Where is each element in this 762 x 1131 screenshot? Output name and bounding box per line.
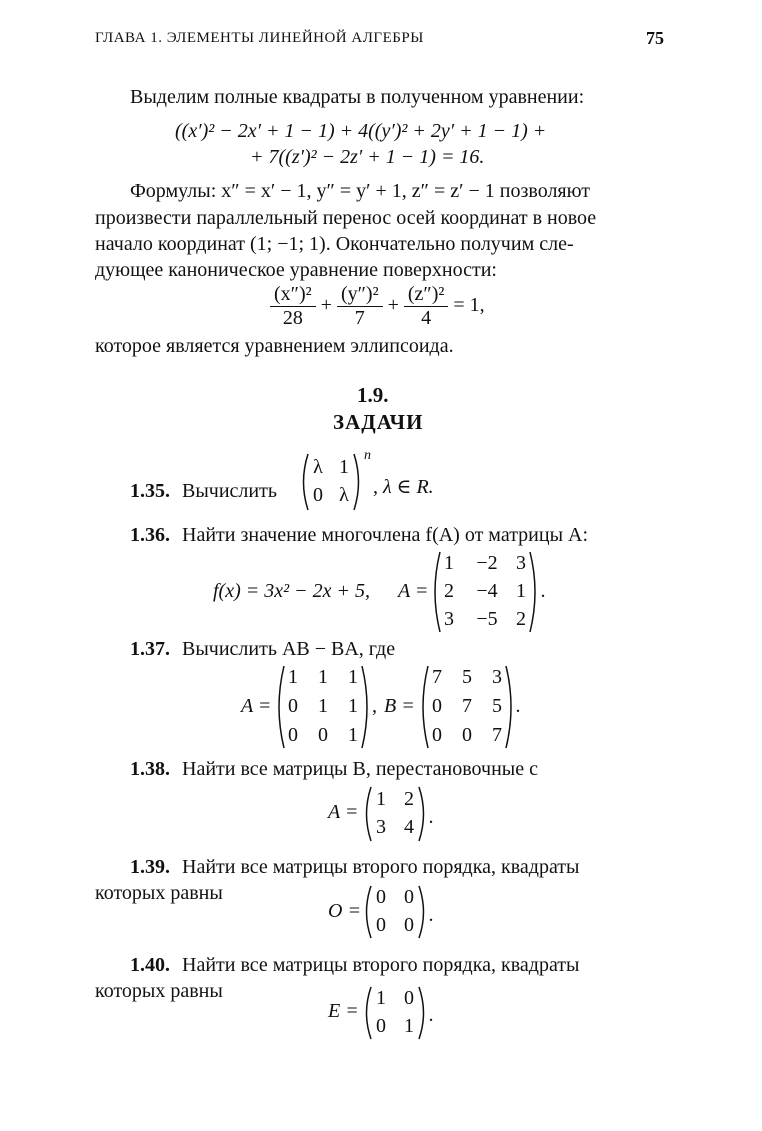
problem-number: 1.38. <box>130 758 170 780</box>
canonical-equation: $\frac{\text{(x″)²}}{28}$ + $\frac{\text{(y″)²}}{7}$ + $\frac{\text{(z″)²}}{4}$ = 1, <box>270 283 485 330</box>
matrix-cell: 1 <box>348 666 358 688</box>
problem-tail: , λ ∈ R. <box>373 476 434 498</box>
equation-line-1: ((x′)² − 2x′ + 1 − 1) + 4((y′)² + 2y′ + 1 − 1) + <box>175 120 547 142</box>
matrix-cell: −5 <box>476 608 498 630</box>
matrix-cell: 0 <box>432 695 442 717</box>
matrix-label: A = <box>328 801 359 823</box>
problem-text: Найти все матрицы B, перестановочные с <box>182 758 538 780</box>
fraction: $\frac{\text{(y″)²}}{7}$ <box>337 283 383 330</box>
matrix <box>298 452 364 512</box>
matrix-cell: 0 <box>318 724 328 746</box>
matrix-cell: 1 <box>348 724 358 746</box>
matrix-cell: 0 <box>376 1015 386 1037</box>
matrix-cell: 2 <box>444 580 454 602</box>
matrix-cell: 5 <box>462 666 472 688</box>
matrix-cell: −2 <box>476 552 498 574</box>
problem-text: Найти все матрицы второго порядка, квадраты <box>182 856 580 878</box>
matrix-cell: 3 <box>376 816 386 838</box>
problem-text: Найти значение многочлена f(A) от матрицы A: <box>182 524 589 546</box>
matrix-cell: 7 <box>432 666 442 688</box>
paragraph-line: дующее каноническое уравнение поверхности: <box>95 259 497 281</box>
matrix-label: E = <box>328 1000 359 1022</box>
punctuation: . <box>516 695 521 717</box>
equation-line-2: + 7((z′)² − 2z′ + 1 − 1) = 16. <box>250 146 485 168</box>
matrix-cell: 1 <box>376 987 386 1009</box>
matrix-cell: 1 <box>348 695 358 717</box>
matrix <box>361 884 429 940</box>
matrix-cell: λ <box>339 484 349 506</box>
matrix-cell: 5 <box>492 695 502 717</box>
matrix-label: O = <box>328 900 361 922</box>
paragraph-line: начало координат (1; −1; 1). Окончательно получим сле- <box>95 233 574 255</box>
section-number: 1.9. <box>357 383 389 407</box>
matrix-cell: 7 <box>462 695 472 717</box>
matrix <box>418 664 516 750</box>
matrix <box>361 785 429 843</box>
matrix-cell: 0 <box>313 484 323 506</box>
fraction: $\frac{\text{(x″)²}}{28}$ <box>270 283 316 330</box>
matrix-cell: 0 <box>432 724 442 746</box>
matrix-cell: 1 <box>376 788 386 810</box>
section-title: ЗАДАЧИ <box>333 410 424 434</box>
paragraph-line: которое является уравнением эллипсоида. <box>95 335 454 357</box>
intro-line: Выделим полные квадраты в полученном уравнении: <box>130 86 585 108</box>
matrix-cell: 0 <box>462 724 472 746</box>
punctuation: . <box>429 904 434 926</box>
matrix-cell: 3 <box>444 608 454 630</box>
matrix-cell: 2 <box>404 788 414 810</box>
matrix-cell: λ <box>313 456 323 478</box>
matrix <box>361 985 429 1041</box>
matrix-cell: 1 <box>516 580 526 602</box>
matrix-label: B = <box>384 695 415 717</box>
matrix-label: A = <box>241 695 272 717</box>
matrix-cell: 3 <box>492 666 502 688</box>
problem-number: 1.40. <box>130 954 170 976</box>
problem-text: Вычислить <box>182 480 277 502</box>
problem-number: 1.35. <box>130 480 170 502</box>
problem-text: которых равны <box>95 882 223 904</box>
matrix-cell: 1 <box>404 1015 414 1037</box>
problem-number: 1.39. <box>130 856 170 878</box>
matrix-cell: 0 <box>376 914 386 936</box>
paragraph-line: Формулы: x″ = x′ − 1, y″ = y′ + 1, z″ = z′ − 1 позволяют <box>130 180 591 202</box>
matrix-cell: 1 <box>288 666 298 688</box>
matrix-cell: 1 <box>444 552 454 574</box>
punctuation: . <box>429 1004 434 1026</box>
punctuation: . <box>429 806 434 828</box>
matrix-cell: 0 <box>376 886 386 908</box>
running-header: ГЛАВА 1. ЭЛЕМЕНТЫ ЛИНЕЙНОЙ АЛГЕБРЫ <box>95 30 424 46</box>
exponent: n <box>364 448 371 463</box>
polynomial: f(x) = 3x² − 2x + 5, <box>213 580 370 602</box>
matrix-cell: 1 <box>318 666 328 688</box>
paragraph-line: произвести параллельный перенос осей координат в новое <box>95 207 597 229</box>
matrix-cell: −4 <box>476 580 498 602</box>
problem-text: которых равны <box>95 980 223 1002</box>
matrix-cell: 7 <box>492 724 502 746</box>
matrix-cell: 1 <box>318 695 328 717</box>
problem-number: 1.37. <box>130 638 170 660</box>
matrix-cell: 2 <box>516 608 526 630</box>
page-number: 75 <box>646 28 664 48</box>
matrix-label: A = <box>398 580 429 602</box>
problem-text: Вычислить AB − BA, где <box>182 638 396 660</box>
punctuation: . <box>541 580 546 602</box>
matrix-cell: 3 <box>516 552 526 574</box>
punctuation: , <box>372 695 377 717</box>
matrix-cell: 1 <box>339 456 349 478</box>
problem-text: Найти все матрицы второго порядка, квадраты <box>182 954 580 976</box>
matrix-cell: 0 <box>404 886 414 908</box>
matrix <box>274 664 372 750</box>
matrix-cell: 4 <box>404 816 414 838</box>
matrix-cell: 0 <box>288 724 298 746</box>
fraction: $\frac{\text{(z″)²}}{4}$ <box>404 283 449 330</box>
matrix <box>430 550 540 634</box>
matrix-cell: 0 <box>404 914 414 936</box>
matrix-cell: 0 <box>288 695 298 717</box>
problem-number: 1.36. <box>130 524 170 546</box>
matrix-cell: 0 <box>404 987 414 1009</box>
